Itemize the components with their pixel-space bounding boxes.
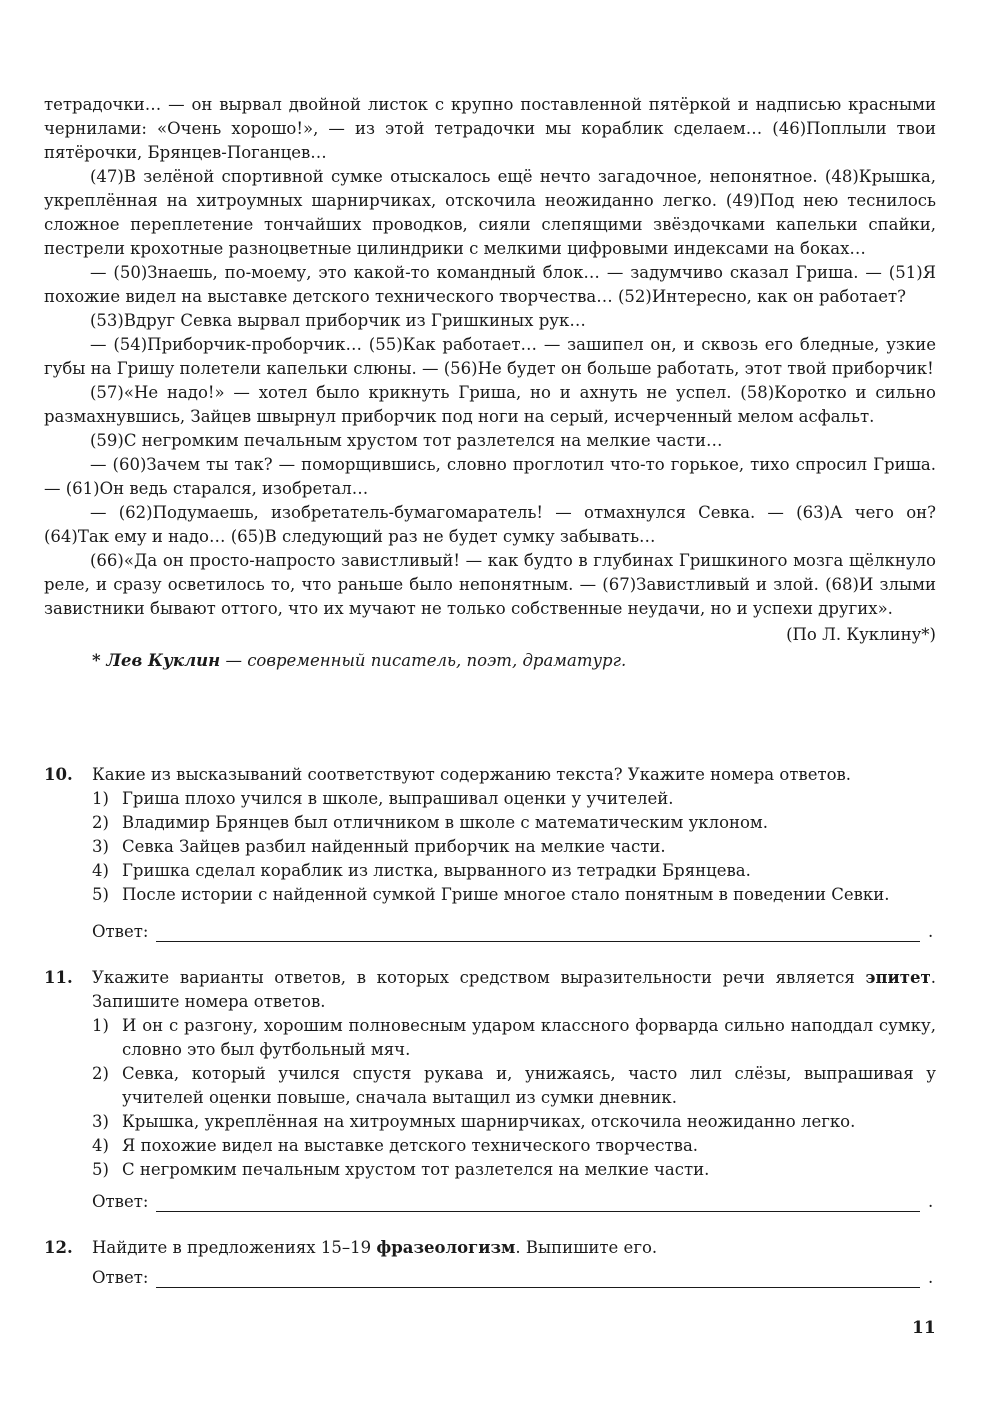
option-item [92, 835, 936, 859]
answer-label: Ответ: [92, 1192, 149, 1211]
option-text: Я похожие видел на выставке детского технического творчества. [122, 1136, 699, 1155]
question-10 [44, 763, 936, 907]
option-number: 1) [92, 789, 109, 808]
answer-label: Ответ: [92, 922, 149, 941]
answer-line[interactable] [156, 1211, 920, 1212]
question-number: 10. [44, 765, 73, 784]
answer-options [92, 1014, 936, 1182]
option-number: 4) [92, 861, 109, 880]
answer-field-10[interactable] [92, 922, 944, 946]
option-text: После истории с найденной сумкой Грише многое стало понятным в поведении Севки. [122, 885, 890, 904]
option-text: Крышка, укреплённая на хитроумных шарнирчиках, отскочила неожиданно легко. [122, 1112, 856, 1131]
page-number: 11 [912, 1318, 936, 1338]
option-item [92, 1062, 936, 1110]
answer-end-dot: . [928, 1192, 934, 1211]
option-item [92, 787, 936, 811]
option-number: 5) [92, 1160, 109, 1179]
question-keyword: фразеологизм [376, 1238, 516, 1257]
story-paragraph: (53)Вдруг Севка вырвал приборчик из Гришкиных рук… [90, 311, 586, 330]
answer-field-11[interactable] [92, 1192, 944, 1216]
question-text: Какие из высказываний соответствуют содержанию текста? Укажите номера ответов. [92, 765, 852, 784]
option-text: Гриша плохо учился в школе, выпрашивал оценки у учителей. [122, 789, 674, 808]
option-number: 5) [92, 885, 109, 904]
source-attribution: (По Л. Куклину*) [786, 625, 936, 644]
question-text-start: Укажите варианты ответов, в которых средством выразительности речи является [92, 968, 866, 987]
question-keyword: эпитет [865, 968, 931, 987]
option-item [92, 859, 936, 883]
question-text [92, 966, 936, 1014]
option-number: 2) [92, 1064, 109, 1083]
option-item [92, 1110, 936, 1134]
option-text: Гришка сделал кораблик из листка, вырванного из тетрадки Брянцева. [122, 861, 751, 880]
option-text: Севка, который учился спустя рукава и, унижаясь, часто лил слёзы, выпрашивая у учителей оценки повыше, сначала вытащил из сумки дневник. [122, 1064, 936, 1107]
footnote-description: — современный писатель, поэт, драматург. [220, 651, 627, 670]
story-paragraph: (47)В зелёной спортивной сумке отыскалось ещё нечто загадочное, непонятное. (48)Крышка, укреплённая на хитроумных шарнирчиках, отскочила неожиданно легко. (49)Под нею теснилось сложное переплетение тончайших проводков, сияли слепящими звёздочками капельки спайки, пестрели крохотные разноцветные цилиндрики с мелкими цифровыми индексами на боках… [44, 167, 936, 258]
question-11 [44, 966, 936, 1182]
question-text-start: Найдите в предложениях 15–19 [92, 1238, 377, 1257]
option-item [92, 1014, 936, 1062]
option-number: 1) [92, 1016, 109, 1035]
story-paragraph: тетрадочки… — он вырвал двойной листок с крупно поставленной пятёркой и надписью красными чернилами: «Очень хорошо!», — из этой тетрадочки мы кораблик сделаем… (46)Поплыли твои пятёрочки, Брянцев-Поганцев… [44, 95, 936, 162]
option-text: Севка Зайцев разбил найденный приборчик на мелкие части. [122, 837, 666, 856]
question-number: 11. [44, 968, 73, 987]
option-item [92, 883, 936, 907]
answer-options [92, 787, 936, 907]
answer-field-12[interactable] [92, 1268, 944, 1292]
option-text: С негромким печальным хрустом тот разлетелся на мелкие части. [122, 1160, 710, 1179]
story-text [44, 93, 936, 673]
story-paragraph: — (50)Знаешь, по-моему, это какой-то командный блок… — задумчиво сказал Гриша. — (51)Я похожие видел на выставке детского технического творчества… (52)Интересно, как он работает? [44, 263, 936, 306]
story-paragraph: — (54)Приборчик-проборчик… (55)Как работает… — зашипел он, и сквозь его бледные, узкие губы на Гришу полетели капельки слюны. — (56)Не будет он больше работать, этот твой приборчик! [44, 335, 936, 378]
option-item [92, 1134, 936, 1158]
option-number: 2) [92, 813, 109, 832]
question-12 [44, 1236, 936, 1260]
question-number: 12. [44, 1238, 73, 1257]
story-paragraph: (59)С негромким печальным хрустом тот разлетелся на мелкие части… [90, 431, 723, 450]
answer-end-dot: . [928, 922, 934, 941]
answer-line[interactable] [156, 941, 920, 942]
question-text-end: . Выпишите его. [515, 1238, 658, 1257]
story-paragraph: — (62)Подумаешь, изобретатель-бумагомаратель! — отмахнулся Севка. — (63)А чего он? (64)Так ему и надо… (65)В следующий раз не будет сумку забывать… [44, 503, 936, 546]
option-number: 4) [92, 1136, 109, 1155]
author-footnote [44, 649, 936, 673]
story-paragraph: (66)«Да он просто-напросто завистливый! — как будто в глубинах Гришкиного мозга щёлкнуло реле, и сразу осветилось то, что раньше было непонятным. — (67)Завистливый и злой. (68)И злыми завистники бывают оттого, что их мучают не только собственные неудачи, но и успехи других». [44, 551, 936, 618]
answer-end-dot: . [928, 1268, 934, 1287]
question-text-end: . Запишите номера ответов. [92, 968, 936, 1011]
option-number: 3) [92, 837, 109, 856]
answer-line[interactable] [156, 1287, 920, 1288]
option-text: Владимир Брянцев был отличником в школе с математическим уклоном. [122, 813, 769, 832]
answer-label: Ответ: [92, 1268, 149, 1287]
option-number: 3) [92, 1112, 109, 1131]
question-text [92, 1236, 936, 1260]
option-text: И он с разгону, хорошим полновесным ударом классного форварда сильно наподдал сумку, словно это был футбольный мяч. [122, 1016, 936, 1059]
option-item [92, 811, 936, 835]
story-paragraph: — (60)Зачем ты так? — поморщившись, словно проглотил что-то горькое, тихо спросил Гриша. — (61)Он ведь старался, изобретал… [44, 455, 936, 498]
story-paragraph: (57)«Не надо!» — хотел было крикнуть Гриша, но и ахнуть не успел. (58)Коротко и сильно размахнувшись, Зайцев швырнул приборчик под ноги на серый, исчерченный мелом асфальт. [44, 383, 936, 426]
footnote-author-name: * Лев Куклин [92, 651, 221, 670]
option-item [92, 1158, 936, 1182]
